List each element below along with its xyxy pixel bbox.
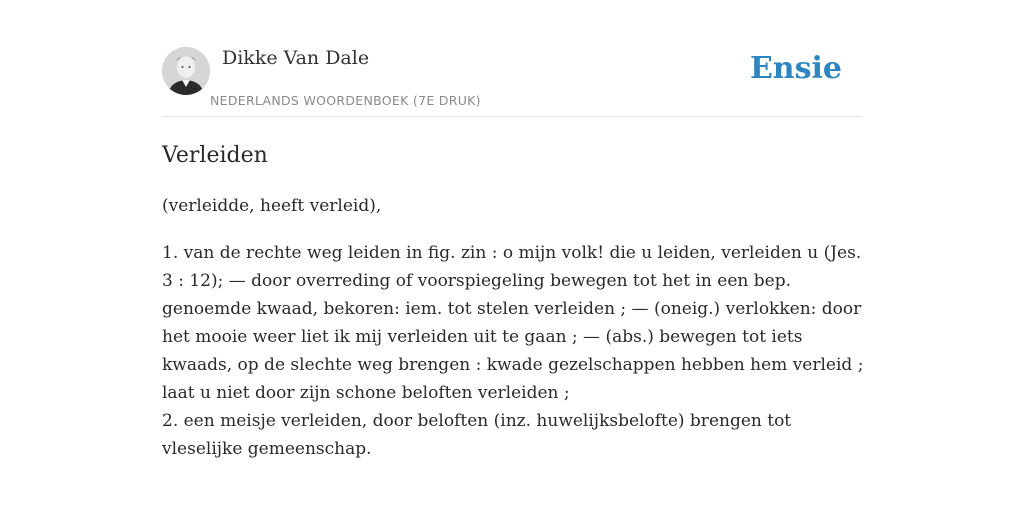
definition-line: vleselijke gemeenschap. bbox=[162, 439, 372, 459]
definition-line: 2. een meisje verleiden, door beloften (inz. huwelijksbelofte) brengen tot bbox=[162, 411, 792, 431]
dictionary-source[interactable]: NEDERLANDS WOORDENBOEK (7E DRUK) bbox=[210, 93, 481, 108]
author-name[interactable]: Dikke Van Dale bbox=[222, 47, 370, 69]
entry-header bbox=[162, 0, 862, 117]
author-avatar[interactable] bbox=[162, 47, 210, 95]
entry-title: Verleiden bbox=[162, 143, 268, 168]
definition-line: genoemde kwaad, bekoren: iem. tot stelen verleiden ; — (oneig.) verlokken: door bbox=[162, 299, 862, 319]
definition-line: 3 : 12); — door overreding of voorspiegeling bewegen tot het in een bep. bbox=[162, 271, 791, 291]
ensie-logo[interactable]: Ensie bbox=[749, 51, 842, 86]
definition-line: 1. van de rechte weg leiden in fig. zin : o mijn volk! die u leiden, verleiden u (Jes. bbox=[162, 243, 862, 263]
definition-line: kwaads, op de slechte weg brengen : kwade gezelschappen hebben hem verleid ; bbox=[162, 355, 864, 375]
definition-line: het mooie weer liet ik mij verleiden uit te gaan ; — (abs.) bewegen tot iets bbox=[162, 327, 803, 347]
entry-definition bbox=[162, 239, 862, 463]
entry-forms: (verleidde, heeft verleid), bbox=[162, 196, 382, 216]
portrait-icon bbox=[162, 47, 210, 95]
definition-line: laat u niet door zijn schone beloften verleiden ; bbox=[162, 383, 570, 403]
